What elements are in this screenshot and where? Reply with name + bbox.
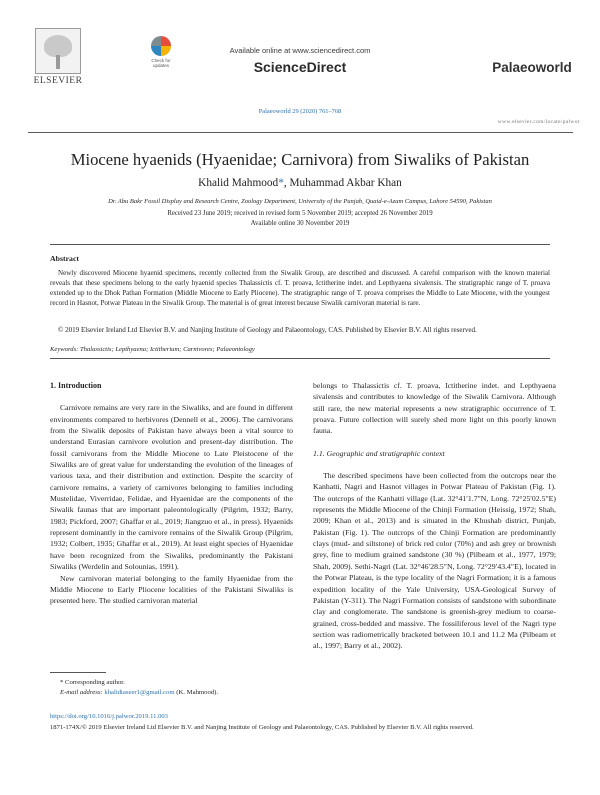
abstract-copyright: © 2019 Elsevier Ireland Ltd Elsevier B.V. and Nanjing Institute of Geology and Palaeontology, CAS. Published by Elsevier B.V. All rights reserved. — [58, 326, 477, 334]
footnote-divider — [50, 672, 106, 673]
body-paragraph: belongs to Thalassictis cf. T. proava, Ictitherine indet. and Lepthyaena sivalensis and contributes to knowledge of the Siwalik Carnivora. Although still rare, the new material represents a new stratigraphic occurrence of T. proava. Future collection will surely shed more light on this poorly known fauna. — [313, 381, 556, 436]
footnote — [50, 678, 218, 698]
sciencedirect-wordmark: ScienceDirect — [253, 59, 347, 75]
keywords-line — [50, 346, 255, 353]
email-label: E-mail address: — [60, 689, 103, 696]
article-title: Miocene hyaenids (Hyaenidae; Carnivora) from Siwaliks of Pakistan — [70, 150, 530, 169]
header-divider — [28, 132, 573, 133]
abstract-bottom-divider — [50, 358, 550, 359]
journal-logo: Palaeoworld — [492, 60, 572, 75]
abstract-paragraph: Newly discovered Miocene hyaenid specimens, recently collected from the Siwalik Group, are described and discussed. A careful comparison with the known material reveals that these specimens belong to the early hyaenid species Thalassictis cf. T. proava, Ictitherine indet. and Lepthyaena sivalensis. The stratigraphic range of T. proava extended up to the Dhok Pathan Formation (Middle Miocene to Early Pliocene). The stratigraphic range of T. proava comprises the Middle to Late Miocene, with the youngest record in Hasnot, Potwar Plateau in the Siwalik Group. The material is of great interest because Siwalik carnivoran material is rare. — [50, 269, 550, 308]
right-column — [313, 380, 556, 652]
available-online-line[interactable]: Available online at www.sciencedirect.com — [229, 46, 371, 55]
abstract-top-divider — [50, 244, 550, 245]
received-dates: Received 23 June 2019; received in revised form 5 November 2019; accepted 26 November 2019 — [167, 210, 433, 217]
crossmark-label: Check for updates — [151, 58, 171, 68]
email-owner: (K. Mahmood). — [176, 689, 219, 696]
author-name[interactable]: Muhammad Akbar Khan — [289, 177, 402, 189]
author-separator: , — [283, 177, 290, 189]
abstract-heading: Abstract — [50, 254, 80, 263]
email-link[interactable]: khalidtaseer1@gmail.com — [104, 689, 175, 696]
corresponding-author-note — [50, 678, 218, 688]
body-paragraph: Carnivore remains are very rare in the Siwaliks, and are found in different environments compared to herbivores (Dennell et al., 2006). The carnivorans from the Siwalik deposits of Pakistan have always been a vital source to understand Eurasian carnivore evolution and present-day distribution. The fossil carnivorans from the Middle Miocene to Late Pleistocene of the Siwaliks are of great value for understanding the evolution of the lineages of various taxa, and their distribution and extinction. Despite the scarcity of carnivore remains, a variety of carnivores belonging to families including Mustelidae, Viverridae, Felidae, and Hyaenidae are the components of the Siwalik faunas that are important paleontologically (Pilgrim, 1932; Barry, 1983; Pickford, 2007; Ghaffar et al., 2019; Jiangzuo et al., in press). Hyaenids represent dominantly in the carnivore remains of the Siwalik Group (Pilgrim, 1932; Colbert, 1935; Ghaffar et al., 2019). At least eight species of Hyaenidae have been recognized from the Siwaliks, predominantly the Pakistani Siwaliks (Werdelin and Solounias, 1991). — [50, 403, 293, 572]
corresponding-author-mark[interactable]: * — [278, 177, 284, 189]
section-heading-introduction: 1. Introduction — [50, 381, 102, 390]
issn-copyright-line: 1871-174X/© 2019 Elsevier Ireland Ltd Elsevier B.V. and Nanjing Institute of Geology and Palaeontology, CAS. Published by Elsevier B.V. All rights reserved. — [50, 724, 474, 731]
subsection-heading: 1.1. Geographic and stratigraphic context — [313, 448, 445, 458]
author-name[interactable]: Khalid Mahmood — [198, 177, 279, 189]
keywords-list: Thalassictis; Lepthyaena; Ictitherium; Carnivores; Palaeontology — [79, 346, 255, 353]
footnote-mark: * — [60, 679, 64, 686]
author-list — [0, 177, 600, 189]
elsevier-logo — [28, 28, 88, 86]
body-paragraph: New carnivoran material belonging to the family Hyaenidae from the Middle Miocene to Early Pliocene localities of the Pakistani Siwaliks is presented here. The studied carnivoran material — [50, 573, 293, 606]
affiliation: Dr. Abu Bakr Fossil Display and Research Centre, Zoology Department, University of the Punjab, Quaid-e-Azam Campus, Lahore 54590, Pakistan — [108, 198, 492, 205]
body-paragraph: The described specimens have been collected from the outcrops near the Kanhatti, Nagri and Hasnot villages in Potwar Plateau of Pakistan (Fig. 1). The outcrops of the Kanhatti village (Lat. 32°41′1.7″N, Long. 72°25′02.5″E) represents the Middle Miocene of the Chinji Formation (Heissig, 1972; Shah, 2009; Khan et al., 2013) and is situated in the Khushab district, Punjab, Pakistan (Fig. 1). The outcrops of the Chinji Formation are predominantly clays (mud- and siltstone) of brick red color (70%) and ash grey or brownish grey, fine to medium grained sandstone (30 %) (Pilbeam et al., 1977, 1979; Shah, 2009). Sethi-Nagri (Lat. 32°46′28.5″N, Long. 72°29′43.4″E), located in the Potwar Plateau, is the type locality of the Nagri Formation; it is a famous expedition locality of the Yale University, USA-Geological Survey of Pakistan (Y-311). The Nagri Formation consists of sandstone with subordinate clay and conglomerate. The sandstone is greenish-grey medium to coarse-grained, cross-bedded and massive. The fossiliferous level of the Nagri type section was radiometrically bracketed between 10.1 and 11.2 Ma (Pilbeam et al., 1997; Barry et al., 2002). — [313, 471, 556, 651]
journal-url-link[interactable]: www.elsevier.com/locate/palwor — [497, 119, 580, 125]
publisher-name: ELSEVIER — [33, 76, 83, 86]
corresponding-label: Corresponding author. — [65, 679, 125, 686]
doi-link[interactable]: https://doi.org/10.1016/j.palwor.2019.11.003 — [50, 713, 168, 720]
journal-citation-link[interactable]: Palaeoworld 29 (2020) 761–768 — [258, 108, 342, 115]
left-column — [50, 380, 293, 607]
keywords-label: Keywords: — [50, 346, 79, 353]
abstract-body — [50, 268, 550, 308]
email-note — [50, 688, 218, 698]
available-online-date: Available online 30 November 2019 — [250, 220, 350, 227]
